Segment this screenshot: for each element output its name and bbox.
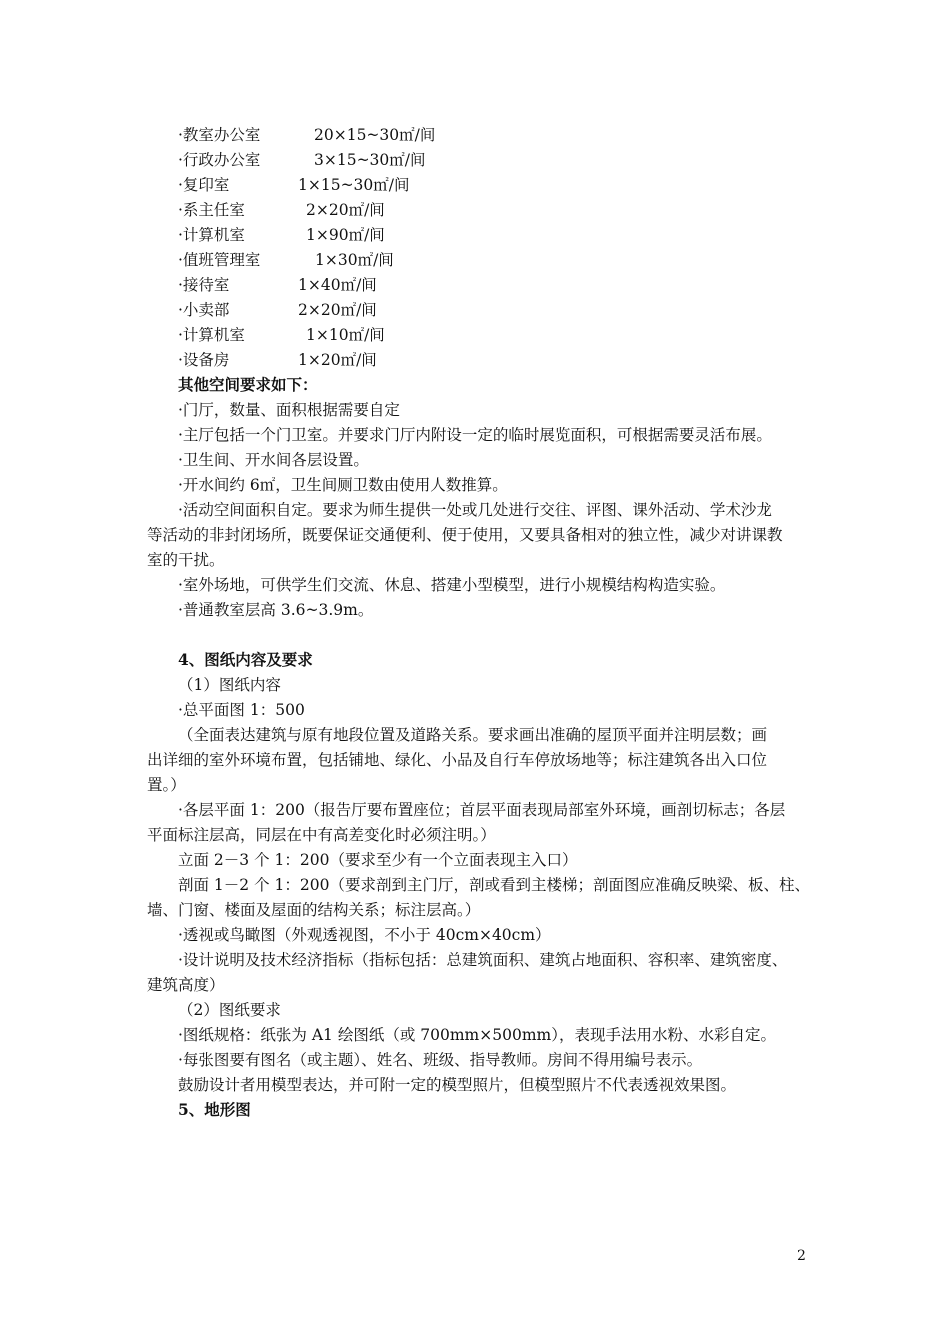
section-4-line: ·每张图要有图名（或主题）、姓名、班级、指导教师。房间不得用编号表示。 xyxy=(178,1051,703,1069)
room-name: ·值班管理室 xyxy=(178,251,261,269)
section-4-line: 墙、门窗、楼面及屋面的结构关系；标注层高。） xyxy=(147,901,481,919)
room-item xyxy=(178,225,385,245)
section-4-line: ·各层平面 1：200（报告厅要布置座位；首层平面表现局部室外环境，画剖切标志；各层 xyxy=(178,801,786,819)
section-4-line: ·总平面图 1：500 xyxy=(178,701,305,719)
section-4-line: 鼓励设计者用模型表达，并可附一定的模型照片，但模型照片不代表透视效果图。 xyxy=(178,1076,737,1094)
room-item xyxy=(178,175,410,195)
room-item xyxy=(178,350,377,370)
page-number: 2 xyxy=(797,1248,806,1264)
room-size: 1×40㎡/间 xyxy=(298,276,377,294)
room-item xyxy=(178,200,385,220)
section-4-line: （全面表达建筑与原有地段位置及道路关系。要求画出准确的屋顶平面并注明层数；画 xyxy=(178,726,768,744)
other-item: ·普通教室层高 3.6~3.9m。 xyxy=(178,601,374,619)
section-4-line: 出详细的室外环境布置，包括铺地、绿化、小品及自行车停放场地等；标注建筑各出入口位 xyxy=(147,751,768,769)
room-item xyxy=(178,250,394,270)
other-item: 等活动的非封闭场所，既要保证交通便利、便于使用，又要具备相对的独立性，减少对讲课教 xyxy=(147,526,783,544)
section-4-line: 建筑高度） xyxy=(147,976,225,994)
section-4-line: ·设计说明及技术经济指标（指标包括：总建筑面积、建筑占地面积、容积率、建筑密度、 xyxy=(178,951,788,969)
room-item xyxy=(178,325,385,345)
section-4-line: ·透视或鸟瞰图（外观透视图，不小于 40cm×40cm） xyxy=(178,926,551,944)
room-name: ·系主任室 xyxy=(178,201,245,219)
section-4-heading: 4、图纸内容及要求 xyxy=(178,650,313,669)
other-item: ·卫生间、开水间各层设置。 xyxy=(178,451,369,469)
other-item: 室的干扰。 xyxy=(147,551,225,569)
other-item: ·主厅包括一个门卫室。并要求门厅内附设一定的临时展览面积，可根据需要灵活布展。 xyxy=(178,426,772,444)
room-size: 2×20㎡/间 xyxy=(298,301,377,319)
room-size: 1×10㎡/间 xyxy=(306,326,385,344)
room-size: 1×90㎡/间 xyxy=(306,226,385,244)
other-item: ·开水间约 6㎡，卫生间厕卫数由使用人数推算。 xyxy=(178,476,508,494)
room-size: 2×20㎡/间 xyxy=(306,201,385,219)
room-name: ·计算机室 xyxy=(178,326,245,344)
section-5-heading: 5、地形图 xyxy=(178,1100,251,1119)
room-size: 20×15~30㎡/间 xyxy=(314,126,436,144)
room-name: ·设备房 xyxy=(178,351,230,369)
other-item: ·活动空间面积自定。要求为师生提供一处或几处进行交往、评图、课外活动、学术沙龙 xyxy=(178,501,772,519)
room-name: ·教室办公室 xyxy=(178,126,261,144)
room-size: 3×15~30㎡/间 xyxy=(314,151,426,169)
room-name: ·复印室 xyxy=(178,176,230,194)
room-size: 1×20㎡/间 xyxy=(298,351,377,369)
room-name: ·行政办公室 xyxy=(178,151,261,169)
room-name: ·计算机室 xyxy=(178,226,245,244)
room-name: ·小卖部 xyxy=(178,301,230,319)
section-4-line: ·图纸规格：纸张为 A1 绘图纸（或 700mm×500mm），表现手法用水粉、水彩自定。 xyxy=(178,1026,776,1044)
other-item: ·室外场地，可供学生们交流、休息、搭建小型模型，进行小规模结构构造实验。 xyxy=(178,576,726,594)
section-4-line: 剖面 1－2 个 1：200（要求剖到主门厅，剖或看到主楼梯；剖面图应准确反映梁、板、柱、 xyxy=(178,876,810,894)
other-heading: 其他空间要求如下： xyxy=(178,375,318,394)
section-4-line: 置。） xyxy=(147,776,186,794)
section-4-line: （2）图纸要求 xyxy=(178,1001,281,1019)
room-item xyxy=(178,125,436,145)
other-item: ·门厅，数量、面积根据需要自定 xyxy=(178,401,400,419)
room-item xyxy=(178,150,426,170)
room-item xyxy=(178,275,377,295)
room-size: 1×30㎡/间 xyxy=(315,251,394,269)
room-name: ·接待室 xyxy=(178,276,230,294)
section-4-line: 立面 2－3 个 1：200（要求至少有一个立面表现主入口） xyxy=(178,851,578,869)
section-4-line: 平面标注层高，同层在中有高差变化时必须注明。） xyxy=(147,826,496,844)
room-item xyxy=(178,300,377,320)
room-size: 1×15~30㎡/间 xyxy=(298,176,410,194)
section-4-line: （1）图纸内容 xyxy=(178,676,281,694)
